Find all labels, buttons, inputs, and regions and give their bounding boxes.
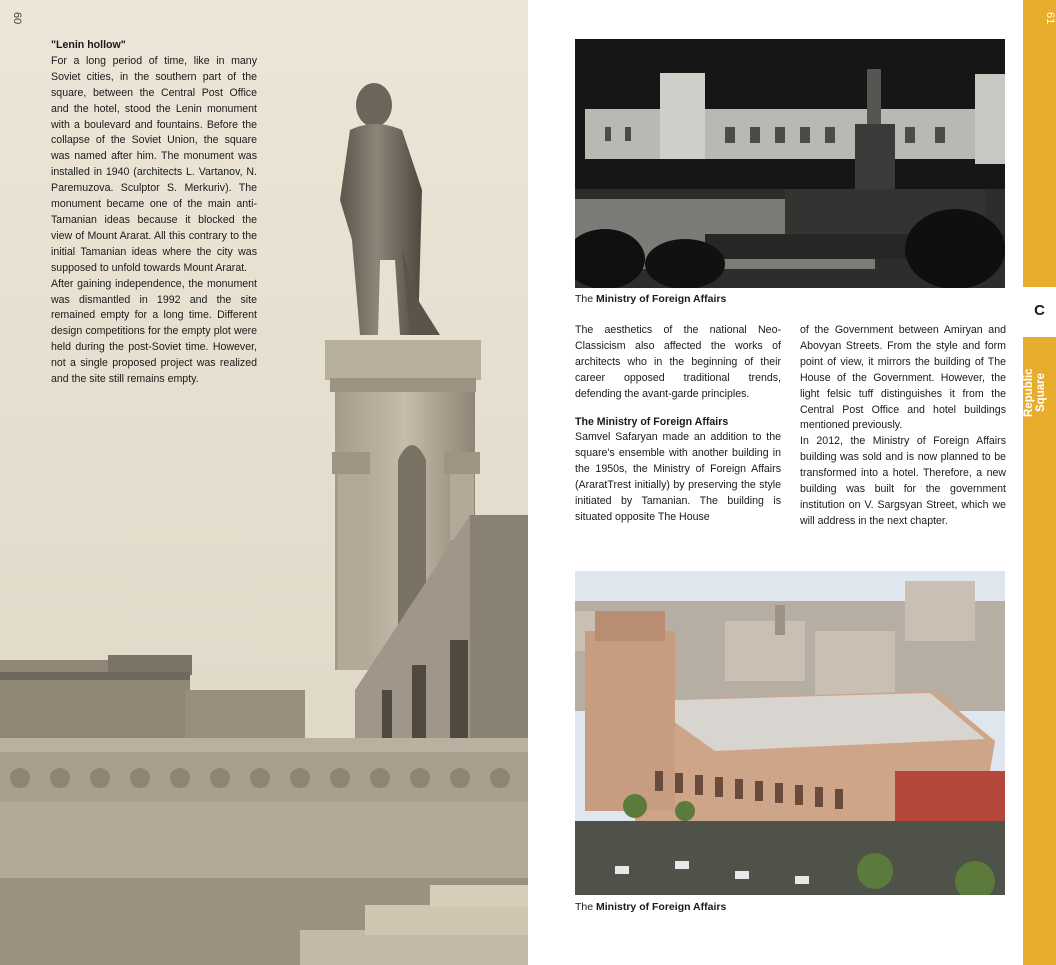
paragraph: After gaining independence, the monument was dismantled in 1992 and the site remained empty for a long time. Different design competitions for the empty plot were held during the post-Soviet time. However, not a single proposed project was realized and the site still remains empty. <box>51 277 257 386</box>
paragraph: Samvel Safaryan made an addition to the square's ensemble with another building in the 1950s, the Ministry of Foreign Affairs (AraratTrest initially) by preserving the style initiated by Tamanian. The building is situated opposite The House <box>575 431 781 523</box>
lenin-hollow-text <box>51 38 257 388</box>
paragraph: In 2012, the Ministry of Foreign Affairs building was sold and is now planned to be transformed into a hotel. Therefore, a new building was built for the government institution on V. Sargsyan Street, which we will address in the next chapter. <box>800 435 1006 527</box>
paragraph: The aesthetics of the national Neo-Classicism also affected the works of architects who in the beginning of their career opposed traditional trends, defending the avant-garde principles. <box>575 324 781 400</box>
paragraph: of the Government between Amiryan and Abovyan Streets. From the style and form point of view, it mirrors the building of The House of the Government. However, the light felsic tuff distinguishes it from the Central Post Office and hotel buildings mentioned previously. <box>800 324 1006 432</box>
text-column-right <box>800 323 1006 530</box>
caption-title: Ministry of Foreign Affairs <box>596 901 727 913</box>
chapter-letter: C <box>1034 302 1045 319</box>
photo-caption <box>575 293 726 305</box>
aerial-ministry-photo <box>575 571 1005 895</box>
photo-caption <box>575 901 726 913</box>
section-heading: The Ministry of Foreign Affairs <box>575 415 729 428</box>
text-column-left <box>575 323 781 526</box>
night-square-photo <box>575 39 1005 288</box>
caption-prefix: The <box>575 293 597 305</box>
page-number: 61 <box>1044 12 1056 25</box>
chapter-label: Republic Square <box>1023 368 1047 418</box>
section-heading: "Lenin hollow" <box>51 39 126 51</box>
caption-title: Ministry of Foreign Affairs <box>596 293 727 305</box>
right-page <box>528 0 1056 965</box>
caption-prefix: The <box>575 901 597 913</box>
chapter-tab-top <box>1023 0 1056 287</box>
chapter-tab <box>1023 337 1056 965</box>
page-number: 60 <box>11 12 23 25</box>
paragraph: For a long period of time, like in many Soviet cities, in the southern part of the square, between the Central Post Office and the hotel, stood the Lenin monument with a boulevard and fountains. Before the collapse of the Soviet Union, the square was named after him. The monument was installed in 1940 (architects L. Vartanov, N. Paremuzova. Sculptor S. Merkuriv). The monument became one of the main anti-Tamanian ideas because it blocked the view of Mount Ararat. All this contrary to the initial Tamanian ideas where the city was supposed to unfold towards Mount Ararat. <box>51 54 257 274</box>
